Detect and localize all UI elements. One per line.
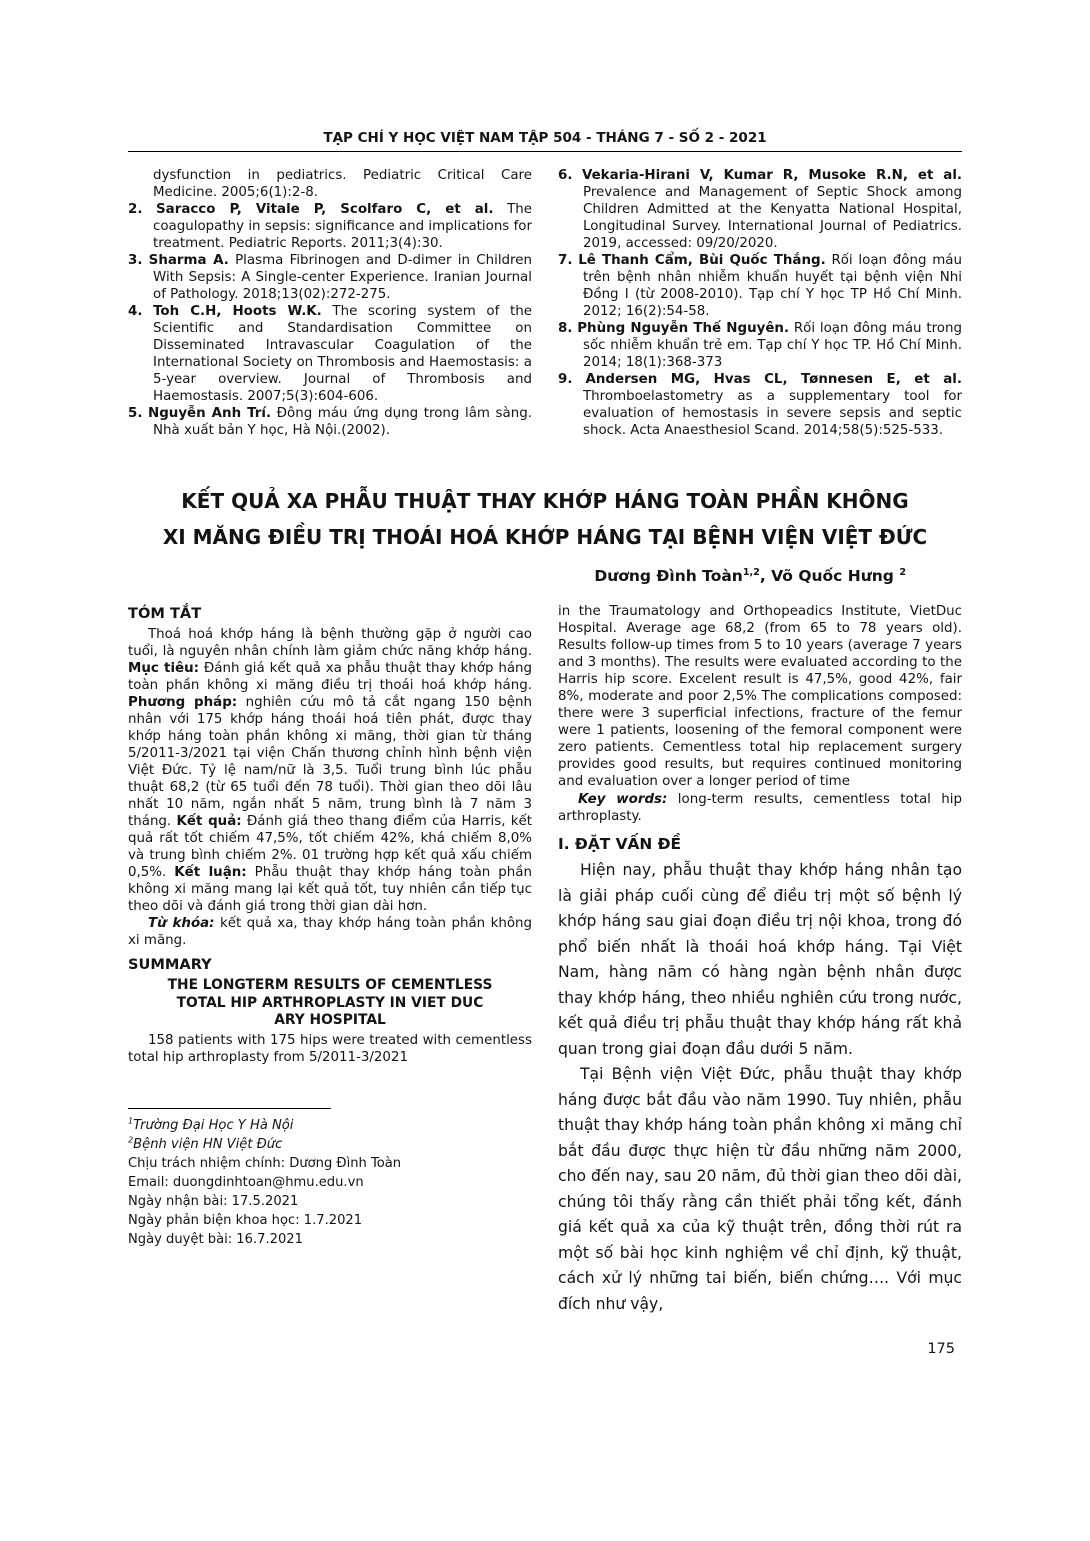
article-title-line-2: XI MĂNG ĐIỀU TRỊ THOÁI HOÁ KHỚP HÁNG TẠI BỆNH VIỆN VIỆT ĐỨC (162, 525, 928, 549)
references-right-column (558, 167, 962, 439)
reference-item-5 (128, 405, 532, 439)
summary-subtitle (128, 977, 532, 1030)
article-authors (128, 567, 962, 585)
keywords-label-vi: Từ khóa: (148, 916, 215, 931)
reference-text: Plasma Fibrinogen and D-dimer in Children With Sepsis: A Single-center Experience. Iranian Journal of Pathology. 2018;13(02):272-275. (153, 253, 532, 302)
left-column (128, 603, 532, 1317)
abstract-label-ket-qua: Kết quả: (176, 814, 242, 829)
abstract-text: nghiên cứu mô tả cắt ngang 150 bệnh nhân với 175 khớp háng thoái hoá tiên phát, được thay khớp háng toàn phần không xi măng, thời gian từ tháng 5/2011-3/2021 tại viện Chấn thương chỉnh hình bệnh viện Việt Đức. Tỷ lệ nam/nữ là 3,5. Tuổi trung bình lúc phẫu thuật 68,2 (từ 65 tuổi đến 78 tuổi). Thời gian theo dõi lâu nhất 10 năm, ngắn nhất 5 năm, trung bình là 7 năm 3 tháng. (128, 695, 532, 829)
page-number: 175 (927, 1341, 955, 1357)
header-divider (128, 151, 962, 152)
reference-text: The scoring system of the Scientific and Standardisation Committee on Disseminated Intravascular Coagulation of the International Society on Thrombosis and Haemostasis: a 5-year overview. Journal of Thrombosis and Haemostasis. 2007;5(3):604-606. (153, 304, 532, 404)
footnote-sup-2: 2 (128, 1134, 134, 1145)
reference-text: Đông máu ứng dụng trong lâm sàng. Nhà xuất bản Y học, Hà Nội.(2002). (153, 406, 532, 438)
tomtat-keywords (128, 915, 532, 949)
abstract-text: Đánh giá kết quả xa phẫu thuật thay khớp háng toàn phần không xi măng điều trị thoái hoá khớp háng. (128, 661, 533, 693)
footnote-block (128, 1108, 532, 1249)
references-section (128, 167, 962, 439)
footnote-sup-1: 1 (128, 1115, 134, 1126)
reference-item-9 (558, 371, 962, 439)
abstract-label-ket-luan: Kết luận: (174, 865, 247, 880)
summary-keywords (558, 791, 962, 825)
reference-authors: Vekaria-Hirani V, Kumar R, Musoke R.N, et al. (581, 168, 962, 183)
tomtat-heading: TÓM TẮT (128, 605, 202, 622)
reference-number: 4. (128, 304, 143, 319)
author-name-1: Dương Đình Toàn (594, 567, 743, 585)
footnote-date-reviewed: Ngày phản biện khoa học: 1.7.2021 (128, 1212, 363, 1228)
reference-authors: Phùng Nguyễn Thế Nguyên. (577, 321, 790, 336)
footnote-affiliation-1 (128, 1116, 532, 1135)
footnote-date-accepted: Ngày duyệt bài: 16.7.2021 (128, 1231, 303, 1247)
author-affiliation-sup-1: 1,2 (742, 566, 760, 578)
summary-continuation-paragraph: in the Traumatology and Orthopeadics Institute, VietDuc Hospital. Average age 68,2 (from 65 to 78 years old). Results follow-up times from 5 to 10 years (average 7 years and 3 months). The results were evaluated according to the Harris hip score. Excelent result is 47,5%, good 42%, fair 8%, moderate and poor 2,5% The complications composed: there were 3 superficial infections, fracture of the femur were 1 patients, loosening of the femoral component were zero patients. Cementless total hip replacement surgery provides good results, but requires continued monitoring and evaluation over a longer period of time (558, 604, 962, 789)
right-column (558, 603, 962, 1317)
keywords-text-vi: kết quả xa, thay khớp háng toàn phần không xi măng. (128, 916, 532, 948)
abstract-text: Đánh giá theo thang điểm của Harris, kết quả rất tốt chiếm 47,5%, tốt chiếm 42%, khá chiếm 8,0% và trung bình chiếm 2%. 01 trường hợp kết quả xấu chiếm 0,5%. (128, 814, 533, 880)
footnote-affiliation-text: Trường Đại Học Y Hà Nội (133, 1117, 294, 1133)
reference-text: The coagulopathy in sepsis: significance and implications for treatment. Pediatric Reports. 2011;3(4):30. (153, 202, 532, 251)
reference-number: 6. (558, 168, 573, 183)
footnote-email: Email: duongdinhtoan@hmu.edu.vn (128, 1174, 364, 1190)
page-header (128, 0, 962, 152)
footnote-date-received: Ngày nhận bài: 17.5.2021 (128, 1193, 299, 1209)
reference-text: Prevalence and Management of Septic Shock among Children Admitted at the Kenyatta National Hospital, Longitudinal Survey. International Journal of Pediatrics. 2019, accessed: 09/20/2020. (583, 185, 962, 251)
intro-paragraph-1: Hiện nay, phẫu thuật thay khớp háng nhân tạo là giải pháp cuối cùng để điều trị một số bệnh lý khớp háng sau giai đoạn điều trị nội khoa, trong đó phổ biến nhất là thoái hoá khớp háng. Tại Việt Nam, hàng năm có hàng ngàn bệnh nhân được thay khớp háng, theo nhiều nghiên cứu trong nước, kết quả điều trị phẫu thuật thay khớp háng rất khả quan trong giai đoạn đầu dưới 5 năm. (558, 861, 962, 1058)
reference-authors: Andersen MG, Hvas CL, Tønnesen E, et al. (585, 372, 962, 387)
reference-item-6 (558, 167, 962, 252)
reference-item-4 (128, 303, 532, 405)
reference-number: 9. (558, 372, 573, 387)
intro-paragraph-2: Tại Bệnh viện Việt Đức, phẫu thuật thay khớp háng được bắt đầu vào năm 1990. Tuy nhiên, phẫu thuật thay khớp háng toàn phần không xi măng chỉ bắt đầu được thực hiện từ đầu những năm 2000, cho đến nay, sau 20 năm, đủ thời gian theo dõi dài, chúng tôi thấy rằng cần thiết phải tổng kết, đánh giá kết quả xa của kỹ thuật trên, đồng thời rút ra một số bài học kinh nghiệm về chỉ định, kỹ thuật, cách xử lý những tai biến, biến chứng…. Với mục đích như vậy, (558, 1065, 962, 1313)
keywords-text-en: long-term results, cementless total hip arthroplasty. (558, 792, 962, 824)
abstract-label-muc-tieu: Mục tiêu: (128, 661, 200, 676)
article-title (128, 483, 962, 555)
summary-paragraph-start: 158 patients with 175 hips were treated with cementless total hip arthroplasty from 5/2011-3/2021 (128, 1032, 532, 1065)
summary-subtitle-line-3: ARY HOSPITAL (274, 1012, 386, 1028)
summary-subtitle-line-2: TOTAL HIP ARTHROPLASTY IN VIET DUC (176, 994, 484, 1011)
reference-text: Rối loạn đông máu trên bệnh nhân nhiễm khuẩn huyết tại bệnh viện Nhi Đồng I (từ 2008-2010). Tạp chí Y học TP Hồ Chí Minh. 2012; 16(2):54-58. (583, 253, 962, 319)
tomtat-abstract-paragraph (128, 626, 532, 915)
reference-item-8 (558, 320, 962, 371)
author-name-2: , Võ Quốc Hưng (759, 567, 900, 585)
reference-number: 7. (558, 253, 573, 268)
references-left-column (128, 167, 532, 439)
abstract-text: Thoá hoá khớp háng là bệnh thường gặp ở người cao tuổi, là nguyên nhân chính làm giảm chức năng khớp háng. (128, 627, 532, 659)
reference-number: 8. (558, 321, 573, 336)
footnote-affiliation-text: Bệnh viện HN Việt Đức (133, 1136, 283, 1152)
reference-authors: Nguyễn Anh Trí. (148, 406, 272, 421)
reference-number: 2. (128, 202, 143, 217)
reference-authors: Lê Thanh Cẩm, Bùi Quốc Thắng. (578, 253, 826, 268)
article-title-line-1: KẾT QUẢ XA PHẪU THUẬT THAY KHỚP HÁNG TOÀN PHẦN KHÔNG (181, 489, 909, 513)
reference-item-7 (558, 252, 962, 320)
reference-authors: Sharma A. (148, 253, 229, 268)
reference-number: 5. (128, 406, 143, 421)
reference-authors: Toh C.H, Hoots W.K. (153, 304, 322, 319)
footnote-affiliation-2 (128, 1135, 532, 1154)
footnote-corresponding-author: Chịu trách nhiệm chính: Dương Đình Toàn (128, 1155, 402, 1171)
author-affiliation-sup-2: 2 (899, 566, 906, 578)
reference-text: Thromboelastometry as a supplementary tool for evaluation of hemostasis in severe sepsis and septic shock. Acta Anaesthesiol Scand. 2014;58(5):525-533. (583, 389, 962, 438)
reference-authors: Saracco P, Vitale P, Scolfaro C, et al. (156, 202, 494, 217)
reference-text: Rối loạn đông máu trong sốc nhiễm khuẩn trẻ em. Tạp chí Y học TP. Hồ Chí Minh. 2014; 18(1):368-373 (583, 321, 962, 370)
journal-header-title: TẠP CHÍ Y HỌC VIỆT NAM TẬP 504 - THÁNG 7 - SỐ 2 - 2021 (323, 130, 767, 146)
abstract-label-phuong-phap: Phương pháp: (128, 695, 238, 710)
summary-heading: SUMMARY (128, 956, 212, 973)
reference-text: dysfunction in pediatrics. Pediatric Critical Care Medicine. 2005;6(1):2-8. (153, 168, 532, 200)
article-body (128, 603, 962, 1317)
reference-item-1-continuation (128, 167, 532, 201)
abstract-text: Phẫu thuật thay khớp háng toàn phần không xi măng mang lại kết quả tốt, tuy nhiên cần tiếp tục theo dõi và đánh giá trong thời gian dài hơn. (128, 865, 532, 914)
reference-number: 3. (128, 253, 143, 268)
keywords-label-en: Key words: (578, 792, 668, 807)
footnote-divider (128, 1108, 331, 1109)
reference-item-3 (128, 252, 532, 303)
intro-heading: I. ĐẶT VẤN ĐỀ (558, 835, 682, 853)
reference-item-2 (128, 201, 532, 252)
summary-subtitle-line-1: THE LONGTERM RESULTS OF CEMENTLESS (167, 977, 493, 993)
